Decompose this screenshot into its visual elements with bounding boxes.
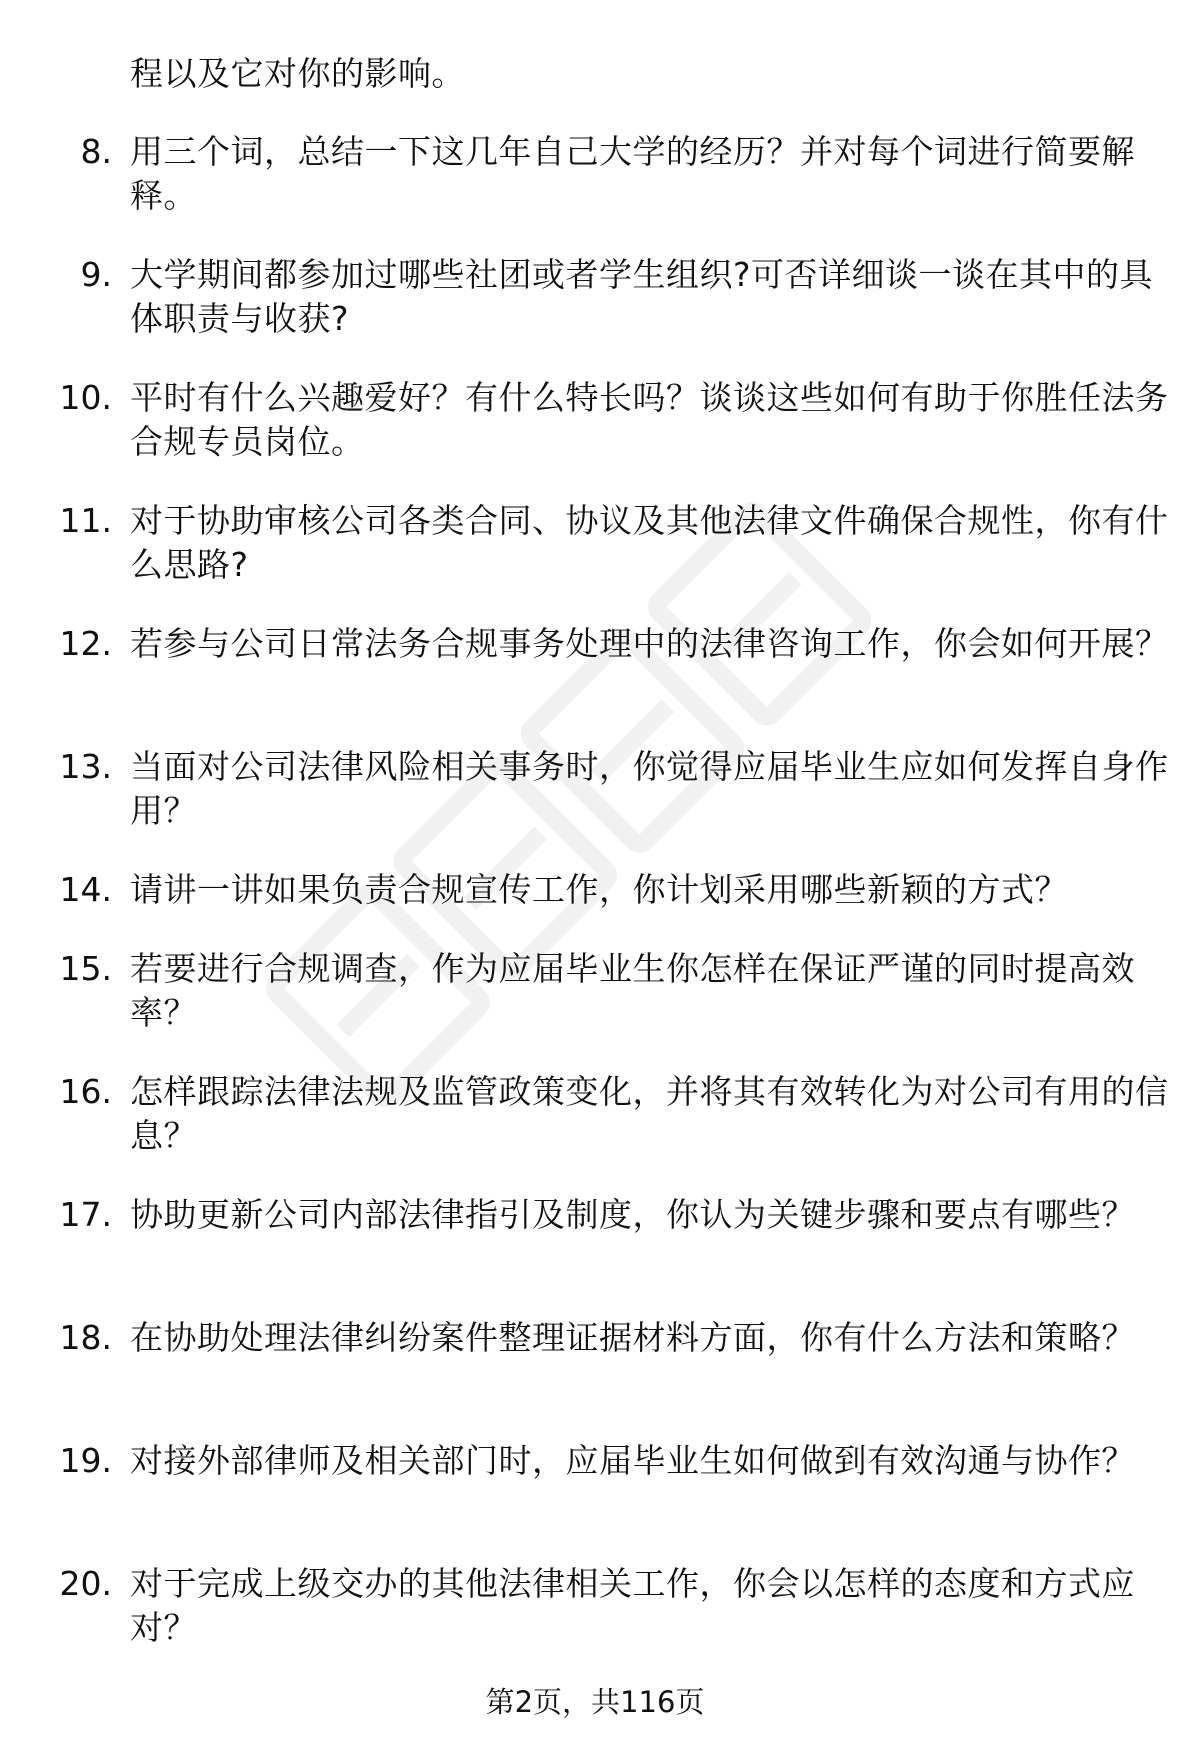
question-number: 13. (59, 747, 112, 786)
question-text: 用三个词，总结一下这几年自己大学的经历？并对每个词进行简要解释。 (130, 132, 1135, 215)
question-text: 请讲一讲如果负责合规宣传工作，你计划采用哪些新颖的方式？ (130, 870, 1068, 909)
question-item (0, 376, 1190, 499)
question-item (0, 253, 1190, 376)
question-item (0, 1439, 1190, 1562)
question-number: 8. (80, 132, 112, 171)
question-number: 18. (59, 1318, 112, 1357)
question-item (0, 130, 1190, 253)
question-number: 10. (59, 378, 112, 417)
question-item (0, 868, 1190, 947)
question-text: 平时有什么兴趣爱好？有什么特长吗？谈谈这些如何有助于你胜任法务合规专员岗位。 (130, 378, 1169, 461)
question-list (0, 130, 1190, 1685)
question-number: 17. (59, 1195, 112, 1234)
question-text: 协助更新公司内部法律指引及制度，你认为关键步骤和要点有哪些？ (130, 1195, 1135, 1234)
question-text: 怎样跟踪法律法规及监管政策变化，并将其有效转化为对公司有用的信息？ (130, 1072, 1169, 1155)
question-text: 对接外部律师及相关部门时，应届毕业生如何做到有效沟通与协作？ (130, 1441, 1135, 1480)
question-number: 16. (59, 1072, 112, 1111)
question-item (0, 1070, 1190, 1193)
question-number: 9. (80, 255, 112, 294)
question-item (0, 745, 1190, 868)
question-item (0, 1193, 1190, 1316)
question-number: 19. (59, 1441, 112, 1480)
question-item (0, 1562, 1190, 1685)
continued-paragraph: 程以及它对你的影响。 (130, 54, 465, 93)
question-text: 若参与公司日常法务合规事务处理中的法律咨询工作，你会如何开展？ (130, 624, 1169, 663)
question-text: 在协助处理法律纠纷案件整理证据材料方面，你有什么方法和策略？ (130, 1318, 1135, 1357)
question-text: 大学期间都参加过哪些社团或者学生组织?可否详细谈一谈在其中的具体职责与收获? (130, 255, 1154, 338)
question-item (0, 622, 1190, 745)
question-number: 14. (59, 870, 112, 909)
page-footer: 第2页，共116页 (485, 1685, 705, 1719)
question-text: 对于协助审核公司各类合同、协议及其他法律文件确保合规性，你有什么思路? (130, 501, 1169, 584)
question-number: 12. (59, 624, 112, 663)
question-number: 11. (59, 501, 112, 540)
question-text: 当面对公司法律风险相关事务时，你觉得应届毕业生应如何发挥自身作用？ (130, 747, 1169, 830)
question-number: 15. (59, 949, 112, 988)
question-text: 若要进行合规调查，作为应届毕业生你怎样在保证严谨的同时提高效率？ (130, 949, 1135, 1032)
question-item (0, 499, 1190, 622)
question-item (0, 1316, 1190, 1439)
question-item (0, 947, 1190, 1070)
question-text: 对于完成上级交办的其他法律相关工作，你会以怎样的态度和方式应对？ (130, 1564, 1135, 1647)
question-number: 20. (59, 1564, 112, 1603)
